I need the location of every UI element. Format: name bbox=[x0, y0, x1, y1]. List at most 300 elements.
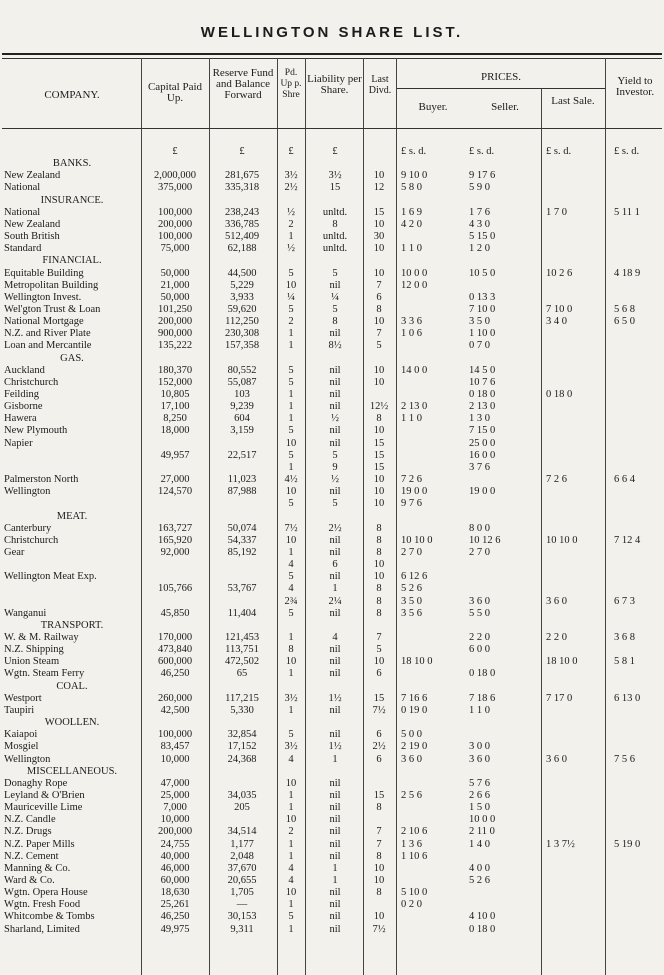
row-paid-up: 7½ bbox=[284, 522, 298, 534]
row-liability: nil bbox=[329, 838, 341, 850]
row-last-sale: 2 2 0 bbox=[546, 632, 567, 643]
row-buyer: 6 12 6 bbox=[401, 571, 428, 583]
row-liability: 1 bbox=[332, 753, 338, 765]
row-last-div: 8 bbox=[376, 413, 382, 425]
column-divider bbox=[141, 58, 142, 975]
row-liability: nil bbox=[329, 668, 341, 680]
row-paid-up: 4 bbox=[288, 753, 294, 765]
row-reserve: 472,502 bbox=[224, 656, 260, 668]
row-last-div: 15 bbox=[373, 437, 385, 449]
row-liability: nil bbox=[329, 850, 341, 862]
row-company: Wellington bbox=[4, 753, 51, 765]
row-paid-up: 1 bbox=[288, 389, 294, 400]
row-liability: nil bbox=[329, 401, 341, 413]
row-paid-up: 3½ bbox=[284, 741, 298, 753]
row-paid-up: 2¾ bbox=[284, 595, 298, 607]
row-yield: 5 19 0 bbox=[614, 838, 641, 850]
row-capital: 100,000 bbox=[157, 206, 193, 218]
row-company: Ward & Co. bbox=[4, 875, 55, 886]
row-company: Kaiapoi bbox=[4, 729, 38, 741]
row-last-div: 10 bbox=[373, 862, 385, 874]
row-seller: 7 15 0 bbox=[469, 425, 496, 437]
row-buyer: 3 3 6 bbox=[401, 316, 422, 328]
row-last-sale: 1 7 0 bbox=[546, 206, 567, 218]
prices-rule bbox=[397, 88, 605, 89]
row-last-div: 10 bbox=[373, 498, 385, 510]
row-company: Standard bbox=[4, 243, 42, 255]
unit-paid-up: £ bbox=[288, 146, 294, 157]
row-company: New Plymouth bbox=[4, 425, 68, 437]
row-liability: nil bbox=[329, 546, 341, 558]
row-last-div: 2½ bbox=[372, 741, 386, 753]
row-paid-up: ½ bbox=[287, 243, 295, 255]
row-company: Taupiri bbox=[4, 704, 35, 716]
row-paid-up: 1 bbox=[288, 461, 294, 473]
row-reserve: 59,620 bbox=[227, 303, 257, 315]
row-capital: 200,000 bbox=[157, 218, 193, 230]
row-paid-up: ¼ bbox=[287, 291, 295, 303]
row-paid-up: 10 bbox=[285, 437, 297, 449]
row-last-sale: 0 18 0 bbox=[546, 389, 573, 400]
row-paid-up: 5 bbox=[288, 911, 294, 923]
row-liability: nil bbox=[329, 644, 341, 656]
row-capital: 165,920 bbox=[157, 534, 193, 546]
row-seller: 16 0 0 bbox=[469, 449, 496, 461]
row-reserve: 17,152 bbox=[227, 741, 257, 753]
row-paid-up: 5 bbox=[288, 364, 294, 376]
row-last-div: 7½ bbox=[372, 923, 386, 935]
row-reserve: 37,670 bbox=[227, 862, 257, 874]
row-yield: 6 13 0 bbox=[614, 692, 641, 704]
row-capital: 46,000 bbox=[160, 862, 190, 874]
row-capital: 180,370 bbox=[157, 364, 193, 376]
row-liability: nil bbox=[329, 899, 341, 911]
row-last-div: 15 bbox=[373, 206, 385, 218]
header-last-sale: Last Sale. bbox=[551, 95, 595, 107]
row-company: South British bbox=[4, 231, 60, 243]
row-seller: 2 13 0 bbox=[469, 401, 496, 413]
header-prices: PRICES. bbox=[480, 71, 522, 83]
row-capital: 40,000 bbox=[160, 850, 190, 862]
row-company: Auckland bbox=[4, 364, 45, 376]
row-buyer: 14 0 0 bbox=[401, 364, 428, 376]
row-liability: unltd. bbox=[322, 206, 348, 218]
row-buyer: 2 13 0 bbox=[401, 401, 428, 413]
row-paid-up: 1 bbox=[288, 789, 294, 801]
row-liability: nil bbox=[329, 923, 341, 935]
row-last-div: 8 bbox=[376, 850, 382, 862]
row-seller: 0 18 0 bbox=[469, 668, 496, 680]
row-reserve: 20,655 bbox=[227, 875, 257, 886]
row-reserve: 121,453 bbox=[224, 632, 260, 643]
row-capital: 163,727 bbox=[157, 522, 193, 534]
row-company: National bbox=[4, 206, 41, 218]
row-buyer: 7 16 6 bbox=[401, 692, 428, 704]
row-capital: 124,570 bbox=[157, 486, 193, 498]
row-capital: 17,100 bbox=[160, 401, 190, 413]
row-reserve: 604 bbox=[234, 413, 250, 425]
row-liability: nil bbox=[329, 789, 341, 801]
row-seller: 1 4 0 bbox=[469, 838, 490, 850]
row-last-sale: 7 17 0 bbox=[546, 692, 573, 704]
row-liability: unltd. bbox=[322, 231, 348, 243]
row-company: Equitable Building bbox=[4, 267, 84, 279]
row-last-div: 10 bbox=[373, 364, 385, 376]
row-capital: 92,000 bbox=[160, 546, 190, 558]
row-last-div: 7½ bbox=[372, 704, 386, 716]
row-yield: 6 7 3 bbox=[614, 595, 635, 607]
row-liability: nil bbox=[329, 279, 341, 291]
header-capital: Capital Paid Up. bbox=[147, 81, 203, 104]
row-liability: nil bbox=[329, 425, 341, 437]
row-last-div: 10 bbox=[373, 911, 385, 923]
row-last-sale: 1 3 7½ bbox=[546, 838, 575, 850]
header-buyer: Buyer. bbox=[418, 101, 448, 113]
row-reserve: 65 bbox=[236, 668, 248, 680]
row-paid-up: 1 bbox=[288, 838, 294, 850]
row-liability: nil bbox=[329, 802, 341, 814]
row-reserve: 205 bbox=[234, 802, 250, 814]
row-yield: 6 5 0 bbox=[614, 316, 635, 328]
row-yield: 3 6 8 bbox=[614, 632, 635, 643]
row-last-div: 10 bbox=[373, 316, 385, 328]
row-paid-up: 1 bbox=[288, 668, 294, 680]
row-seller: 1 5 0 bbox=[469, 802, 490, 814]
row-company: Feilding bbox=[4, 389, 40, 400]
row-paid-up: 5 bbox=[288, 376, 294, 388]
row-reserve: 336,785 bbox=[224, 218, 260, 230]
row-company: Donaghy Rope bbox=[4, 777, 68, 789]
row-paid-up: 5 bbox=[288, 449, 294, 461]
row-liability: nil bbox=[329, 887, 341, 899]
row-last-div: 6 bbox=[376, 729, 382, 741]
row-seller: 5 9 0 bbox=[469, 182, 490, 194]
row-company: Palmerston North bbox=[4, 474, 79, 486]
row-capital: 50,000 bbox=[160, 267, 190, 279]
row-last-sale: 10 10 0 bbox=[546, 534, 578, 546]
row-capital: 101,250 bbox=[157, 303, 193, 315]
row-last-div: 7 bbox=[376, 279, 382, 291]
row-last-div: 7 bbox=[376, 826, 382, 838]
column-divider bbox=[277, 58, 278, 975]
row-paid-up: 5 bbox=[288, 607, 294, 619]
row-seller: 7 18 6 bbox=[469, 692, 496, 704]
row-paid-up: 1 bbox=[288, 899, 294, 911]
row-reserve: 80,552 bbox=[227, 364, 257, 376]
row-capital: 45,850 bbox=[160, 607, 190, 619]
row-seller: 25 0 0 bbox=[469, 437, 496, 449]
section-heading: MISCELLANEOUS. bbox=[26, 765, 118, 777]
row-company: Wgtn. Steam Ferry bbox=[4, 668, 85, 680]
row-company: Metropolitan Building bbox=[4, 279, 99, 291]
row-capital: 60,000 bbox=[160, 875, 190, 886]
row-liability: 9 bbox=[332, 461, 338, 473]
row-buyer: 1 10 6 bbox=[401, 850, 428, 862]
row-paid-up: 1 bbox=[288, 401, 294, 413]
row-buyer: 3 5 0 bbox=[401, 595, 422, 607]
row-company: Wellington bbox=[4, 486, 51, 498]
row-company: Leyland & O'Brien bbox=[4, 789, 85, 801]
row-last-div: 5 bbox=[376, 644, 382, 656]
row-paid-up: 10 bbox=[285, 814, 297, 826]
row-paid-up: 1 bbox=[288, 413, 294, 425]
row-last-div: 8 bbox=[376, 303, 382, 315]
row-buyer: 19 0 0 bbox=[401, 486, 428, 498]
row-capital: 46,250 bbox=[160, 911, 190, 923]
row-reserve: 230,308 bbox=[224, 328, 260, 340]
row-capital: 7,000 bbox=[163, 802, 187, 814]
row-last-div: 12½ bbox=[369, 401, 389, 413]
column-divider bbox=[305, 58, 306, 975]
row-capital: 50,000 bbox=[160, 291, 190, 303]
row-liability: nil bbox=[329, 437, 341, 449]
row-capital: 25,000 bbox=[160, 789, 190, 801]
row-liability: nil bbox=[329, 534, 341, 546]
row-reserve: 3,159 bbox=[230, 425, 254, 437]
row-capital: 100,000 bbox=[157, 729, 193, 741]
row-seller: 3 6 0 bbox=[469, 595, 490, 607]
row-reserve: 34,035 bbox=[227, 789, 257, 801]
row-last-sale: 18 10 0 bbox=[546, 656, 578, 668]
row-last-sale: 10 2 6 bbox=[546, 267, 573, 279]
row-last-div: 10 bbox=[373, 571, 385, 583]
row-seller: 10 0 0 bbox=[469, 814, 496, 826]
row-company: Manning & Co. bbox=[4, 862, 71, 874]
row-buyer: 2 7 0 bbox=[401, 546, 422, 558]
row-liability: 1 bbox=[332, 862, 338, 874]
row-last-div: 8 bbox=[376, 534, 382, 546]
row-paid-up: 2 bbox=[288, 316, 294, 328]
row-reserve: 22,517 bbox=[227, 449, 257, 461]
row-paid-up: 5 bbox=[288, 729, 294, 741]
unit-yield: £ s. d. bbox=[614, 146, 640, 157]
row-capital: 473,840 bbox=[157, 644, 193, 656]
column-divider bbox=[396, 58, 397, 975]
row-liability: nil bbox=[329, 826, 341, 838]
row-seller: 14 5 0 bbox=[469, 364, 496, 376]
row-paid-up: 5 bbox=[288, 303, 294, 315]
row-seller: 8 0 0 bbox=[469, 522, 490, 534]
row-company: N.Z. Cement bbox=[4, 850, 59, 862]
row-capital: 24,755 bbox=[160, 838, 190, 850]
row-paid-up: 1 bbox=[288, 850, 294, 862]
row-yield: 5 6 8 bbox=[614, 303, 635, 315]
row-yield: 7 5 6 bbox=[614, 753, 635, 765]
row-company: Whitcombe & Tombs bbox=[4, 911, 95, 923]
row-reserve: 3,933 bbox=[230, 291, 254, 303]
column-divider bbox=[605, 58, 606, 975]
row-paid-up: 1 bbox=[288, 231, 294, 243]
row-paid-up: 4 bbox=[288, 559, 294, 571]
row-capital: 46,250 bbox=[160, 668, 190, 680]
row-reserve: 335,318 bbox=[224, 182, 260, 194]
row-company: Wgtn. Opera House bbox=[4, 887, 88, 899]
row-company: Napier bbox=[4, 437, 33, 449]
row-buyer: 3 6 0 bbox=[401, 753, 422, 765]
row-seller: 5 15 0 bbox=[469, 231, 496, 243]
row-liability: 5 bbox=[332, 449, 338, 461]
row-buyer: 2 5 6 bbox=[401, 789, 422, 801]
row-liability: 2¼ bbox=[328, 595, 342, 607]
row-last-div: 10 bbox=[373, 376, 385, 388]
row-paid-up: 2 bbox=[288, 218, 294, 230]
row-reserve: 24,368 bbox=[227, 753, 257, 765]
row-seller: 5 5 0 bbox=[469, 607, 490, 619]
row-paid-up: 1 bbox=[288, 340, 294, 352]
row-last-div: 7 bbox=[376, 838, 382, 850]
row-reserve: 103 bbox=[234, 389, 250, 400]
row-last-div: 7 bbox=[376, 328, 382, 340]
row-seller: 3 0 0 bbox=[469, 741, 490, 753]
row-seller: 19 0 0 bbox=[469, 486, 496, 498]
row-capital: 75,000 bbox=[160, 243, 190, 255]
row-last-div: 10 bbox=[373, 486, 385, 498]
row-reserve: 157,358 bbox=[224, 340, 260, 352]
row-buyer: 0 19 0 bbox=[401, 704, 428, 716]
row-reserve: 112,250 bbox=[225, 316, 259, 328]
row-paid-up: 5 bbox=[288, 571, 294, 583]
row-seller: 1 1 0 bbox=[469, 704, 490, 716]
row-last-sale: 7 10 0 bbox=[546, 303, 573, 315]
row-company: Gear bbox=[4, 546, 25, 558]
row-seller: 4 3 0 bbox=[469, 218, 490, 230]
row-yield: 5 8 1 bbox=[614, 656, 635, 668]
row-company: Canterbury bbox=[4, 522, 52, 534]
row-seller: 2 11 0 bbox=[469, 826, 495, 838]
row-seller: 0 13 3 bbox=[469, 291, 496, 303]
row-liability: nil bbox=[329, 328, 341, 340]
row-buyer: 5 8 0 bbox=[401, 182, 422, 194]
row-seller: 5 7 6 bbox=[469, 777, 490, 789]
row-liability: nil bbox=[329, 777, 341, 789]
row-last-div: 10 bbox=[373, 425, 385, 437]
row-last-div: 8 bbox=[376, 522, 382, 534]
row-buyer: 1 0 6 bbox=[401, 328, 422, 340]
row-company: W. & M. Railway bbox=[4, 632, 79, 643]
row-capital: 375,000 bbox=[157, 182, 193, 194]
row-buyer: 9 7 6 bbox=[401, 498, 422, 510]
row-buyer: 10 0 0 bbox=[401, 267, 428, 279]
row-buyer: 1 1 0 bbox=[401, 243, 422, 255]
row-reserve: 117,215 bbox=[225, 692, 259, 704]
row-liability: ½ bbox=[331, 413, 339, 425]
section-heading: FINANCIAL. bbox=[42, 255, 102, 267]
row-last-div: 8 bbox=[376, 595, 382, 607]
row-capital: 2,000,000 bbox=[154, 170, 196, 182]
row-last-div: 8 bbox=[376, 887, 382, 899]
row-paid-up: 1 bbox=[288, 632, 294, 643]
row-reserve: 1,705 bbox=[230, 887, 254, 899]
row-capital: 260,000 bbox=[157, 692, 193, 704]
row-reserve: 50,074 bbox=[227, 522, 257, 534]
row-seller: 7 10 0 bbox=[469, 303, 496, 315]
row-buyer: 5 10 0 bbox=[401, 887, 428, 899]
row-last-div: 5 bbox=[376, 340, 382, 352]
row-company: Wanganui bbox=[4, 607, 47, 619]
header-yield: Yield to Investor. bbox=[615, 75, 655, 98]
row-reserve: 30,153 bbox=[227, 911, 257, 923]
header-bottom-rule bbox=[2, 128, 662, 129]
row-liability: 8 bbox=[332, 316, 338, 328]
section-heading: BANKS. bbox=[52, 158, 92, 170]
row-reserve: 2,048 bbox=[230, 850, 254, 862]
row-seller: 0 18 0 bbox=[469, 923, 496, 935]
row-capital: 900,000 bbox=[157, 328, 193, 340]
row-last-div: 10 bbox=[373, 218, 385, 230]
row-paid-up: 1 bbox=[288, 328, 294, 340]
row-capital: 47,000 bbox=[160, 777, 190, 789]
row-liability: nil bbox=[329, 486, 341, 498]
row-reserve: 512,409 bbox=[224, 231, 260, 243]
row-seller: 10 5 0 bbox=[469, 267, 496, 279]
row-buyer: 2 10 6 bbox=[401, 826, 428, 838]
row-company: Christchurch bbox=[4, 534, 59, 546]
row-reserve: — bbox=[236, 899, 248, 911]
row-seller: 1 7 6 bbox=[469, 206, 490, 218]
row-capital: 49,957 bbox=[160, 449, 190, 461]
row-last-div: 8 bbox=[376, 607, 382, 619]
row-company: Hawera bbox=[4, 413, 37, 425]
row-paid-up: 10 bbox=[285, 777, 297, 789]
row-last-sale: 3 6 0 bbox=[546, 595, 567, 607]
row-company: Wellington Meat Exp. bbox=[4, 571, 97, 583]
row-last-div: 8 bbox=[376, 802, 382, 814]
row-reserve: 238,243 bbox=[224, 206, 260, 218]
row-paid-up: 1 bbox=[288, 802, 294, 814]
top-double-rule bbox=[2, 53, 662, 55]
row-liability: 1½ bbox=[328, 741, 342, 753]
row-company: Westport bbox=[4, 692, 42, 704]
row-paid-up: 5 bbox=[288, 425, 294, 437]
row-capital: 105,766 bbox=[157, 583, 193, 595]
row-liability: unltd. bbox=[322, 243, 348, 255]
row-reserve: 9,311 bbox=[230, 923, 254, 935]
row-capital: 600,000 bbox=[157, 656, 193, 668]
row-company: Loan and Mercantile bbox=[4, 340, 92, 352]
row-reserve: 5,330 bbox=[230, 704, 254, 716]
row-paid-up: 3½ bbox=[284, 170, 298, 182]
row-paid-up: 4 bbox=[288, 862, 294, 874]
row-last-div: 6 bbox=[376, 753, 382, 765]
row-last-sale: 3 6 0 bbox=[546, 753, 567, 765]
row-buyer: 18 10 0 bbox=[401, 656, 433, 668]
row-reserve: 34,514 bbox=[227, 826, 257, 838]
row-seller: 2 6 6 bbox=[469, 789, 490, 801]
row-paid-up: 3½ bbox=[284, 692, 298, 704]
row-seller: 9 17 6 bbox=[469, 170, 496, 182]
row-company: N.Z. Paper Mills bbox=[4, 838, 75, 850]
list-title: WELLINGTON SHARE LIST. bbox=[200, 24, 464, 41]
row-liability: 3½ bbox=[328, 170, 342, 182]
header-seller: Seller. bbox=[491, 101, 519, 113]
row-last-div: 10 bbox=[373, 267, 385, 279]
row-last-div: 8 bbox=[376, 583, 382, 595]
row-liability: 2½ bbox=[328, 522, 342, 534]
row-liability: nil bbox=[329, 389, 341, 400]
row-liability: nil bbox=[329, 571, 341, 583]
row-company: N.Z. Drugs bbox=[4, 826, 52, 838]
row-paid-up: 4 bbox=[288, 583, 294, 595]
row-last-div: 6 bbox=[376, 291, 382, 303]
row-company: New Zealand bbox=[4, 170, 61, 182]
row-company: N.Z. and River Plate bbox=[4, 328, 91, 340]
row-seller: 3 5 0 bbox=[469, 316, 490, 328]
row-capital: 42,500 bbox=[160, 704, 190, 716]
row-last-div: 10 bbox=[373, 656, 385, 668]
row-buyer: 1 1 0 bbox=[401, 413, 422, 425]
row-company: Wel'gton Trust & Loan bbox=[4, 303, 101, 315]
row-company: Wellington Invest. bbox=[4, 291, 82, 303]
